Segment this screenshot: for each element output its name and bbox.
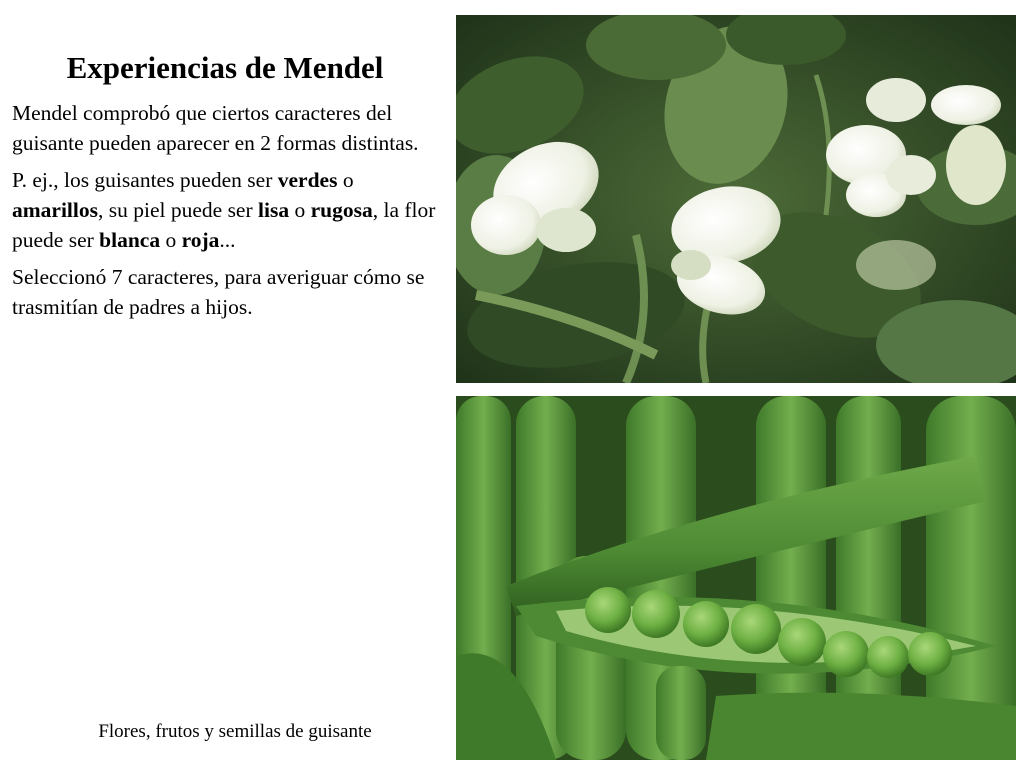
p2-bold-rugosa: rugosa	[310, 198, 373, 222]
slide-title: Experiencias de Mendel	[66, 50, 384, 85]
p2-bold-roja: roja	[181, 228, 220, 252]
p2-text-3: , su piel puede ser	[98, 198, 259, 222]
p2-text-6: o	[160, 228, 182, 252]
p2-bold-blanca: blanca	[99, 228, 161, 252]
p2-text-7: ...	[219, 228, 236, 252]
p2-bold-amarillos: amarillos	[12, 198, 98, 222]
pea-pods-image	[456, 396, 1016, 760]
p2-text-1: P. ej., los guisantes pueden ser	[12, 168, 278, 192]
pea-flowers-photo	[456, 15, 1016, 383]
p2-bold-lisa: lisa	[258, 198, 290, 222]
p2-text-4: o	[289, 198, 311, 222]
p2-text-5: , la flor puede ser	[12, 198, 436, 252]
slide-body	[12, 98, 444, 329]
p2-text-2: o	[337, 168, 354, 192]
paragraph-1: Mendel comprobó que ciertos caracteres del guisante pueden aparecer en 2 formas distintas.	[12, 101, 419, 155]
pea-flowers-image	[456, 15, 1016, 383]
paragraph-3: Seleccionó 7 caracteres, para averiguar cómo se trasmitían de padres a hijos.	[12, 265, 425, 319]
pea-pods-photo	[456, 396, 1016, 760]
p2-bold-verdes: verdes	[277, 168, 338, 192]
paragraph-2	[12, 165, 444, 255]
image-caption: Flores, frutos y semillas de guisante	[98, 721, 372, 742]
